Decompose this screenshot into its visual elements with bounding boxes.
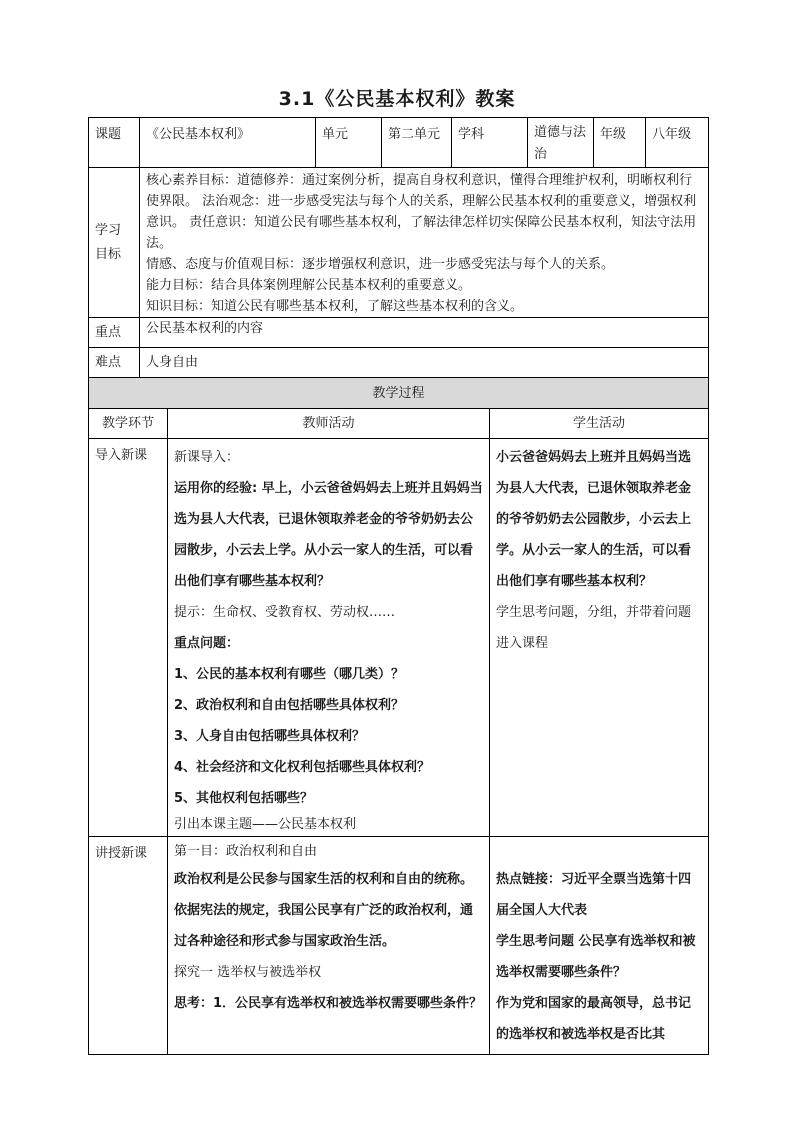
unit-label: 单元 <box>316 118 382 168</box>
topic-value: 《公民基本权利》 <box>140 118 316 168</box>
intro-student-line: 小云爸爸妈妈去上班并且妈妈当选为县人大代表，已退休领取养老金的爷爷奶奶去公园散步，小云去上学。从小云一家人的生活，可以看出他们享有哪些基本权利？ <box>496 450 692 589</box>
topic-label: 课题 <box>89 118 140 168</box>
lecture-teacher-line: 政治权利是公民参与国家生活的权利和自由的统称。依据宪法的规定，我国公民享有广泛的政治权利，通过各种途径和形式参与国家政治生活。 <box>174 872 474 949</box>
process-table <box>88 377 709 1055</box>
difficulty-value: 人身自由 <box>140 348 709 378</box>
goal-line: 核心素养目标：道德修养：通过案例分析，提高自身权利意识，懂得合理维护权利，明晰权利行使界限。 法治观念：进一步感受宪法与每个人的关系，理解公民基本权利的重要意义，增强权利意识。 责任意识：知道公民有哪些基本权利，了解法律怎样切实保障公民基本权利，知法守法用法。 <box>146 173 697 251</box>
subject-value: 道德与法治 <box>528 118 594 168</box>
lecture-student-line: 作为党和国家的最高领导，总书记的选举权和被选举权是否比其 <box>496 996 692 1042</box>
unit-value: 第二单元 <box>382 118 452 168</box>
lecture-teacher-line: 思考：1．公民享有选举权和被选举权需要哪些条件？ <box>174 996 483 1011</box>
lecture-student-line: 热点链接：习近平全票当选第十四届全国人大代表 <box>496 872 692 918</box>
goal-line: 知识目标：知道公民有哪些基本权利，了解这些基本权利的含义。 <box>146 299 524 314</box>
goals-label: 学习目标 <box>89 168 140 318</box>
intro-teacher-line: 引出本课主题——公民基本权利 <box>174 817 357 832</box>
lecture-teacher-line: 第一目：政治权利和自由 <box>174 844 318 859</box>
key-point-label: 重点 <box>89 318 140 348</box>
intro-teacher-line: 新课导入： <box>174 450 240 465</box>
intro-teacher-line: 提示：生命权、受教育权、劳动权…… <box>174 605 396 620</box>
lecture-teacher-line: 探究一 选举权与被选举权 <box>174 965 322 980</box>
intro-student-line: 学生思考问题，分组，并带着问题进入课程 <box>496 605 692 651</box>
document-title: 3.1《公民基本权利》教案 <box>278 88 516 110</box>
intro-teacher-line: 4、社会经济和文化权利包括哪些具体权利？ <box>174 760 431 775</box>
intro-teacher-line: 重点问题： <box>174 636 240 651</box>
intro-teacher-line: 1、公民的基本权利有哪些（哪几类）？ <box>174 667 405 682</box>
intro-teacher-line: 2、政治权利和自由包括哪些具体权利？ <box>174 698 405 713</box>
header-table <box>88 117 709 378</box>
col-stage-header: 教学环节 <box>89 409 168 439</box>
grade-label: 年级 <box>594 118 646 168</box>
intro-teacher-line: 5、其他权利包括哪些？ <box>174 791 314 806</box>
subject-label: 学科 <box>452 118 528 168</box>
col-student-header: 学生活动 <box>490 409 709 439</box>
goal-line: 情感、态度与价值观目标：逐步增强权利意识，进一步感受宪法与每个人的关系。 <box>146 257 615 272</box>
lecture-stage: 讲授新课 <box>89 837 168 1055</box>
goals-content <box>140 168 709 318</box>
process-band: 教学过程 <box>89 378 709 409</box>
intro-teacher-line: 运用你的经验: 早上，小云爸爸妈妈去上班并且妈妈当选为县人大代表，已退休领取养老金的爷爷奶奶去公园散步，小云去上学。从小云一家人的生活，可以看出他们享有哪些基本权利？ <box>174 481 483 589</box>
difficulty-label: 难点 <box>89 348 140 378</box>
col-teacher-header: 教师活动 <box>168 409 490 439</box>
grade-value: 八年级 <box>646 118 709 168</box>
lecture-student-line: 学生思考问题 公民享有选举权和被选举权需要哪些条件？ <box>496 934 696 980</box>
lecture-student-activity <box>490 837 709 1055</box>
goal-line: 能力目标：结合具体案例理解公民基本权利的重要意义。 <box>146 278 472 293</box>
intro-stage: 导入新课 <box>89 439 168 837</box>
key-point-value: 公民基本权利的内容 <box>140 318 709 348</box>
intro-teacher-activity <box>168 439 490 837</box>
intro-teacher-line: 3、人身自由包括哪些具体权利？ <box>174 729 366 744</box>
lecture-teacher-activity <box>168 837 490 1055</box>
intro-student-activity <box>490 439 709 837</box>
